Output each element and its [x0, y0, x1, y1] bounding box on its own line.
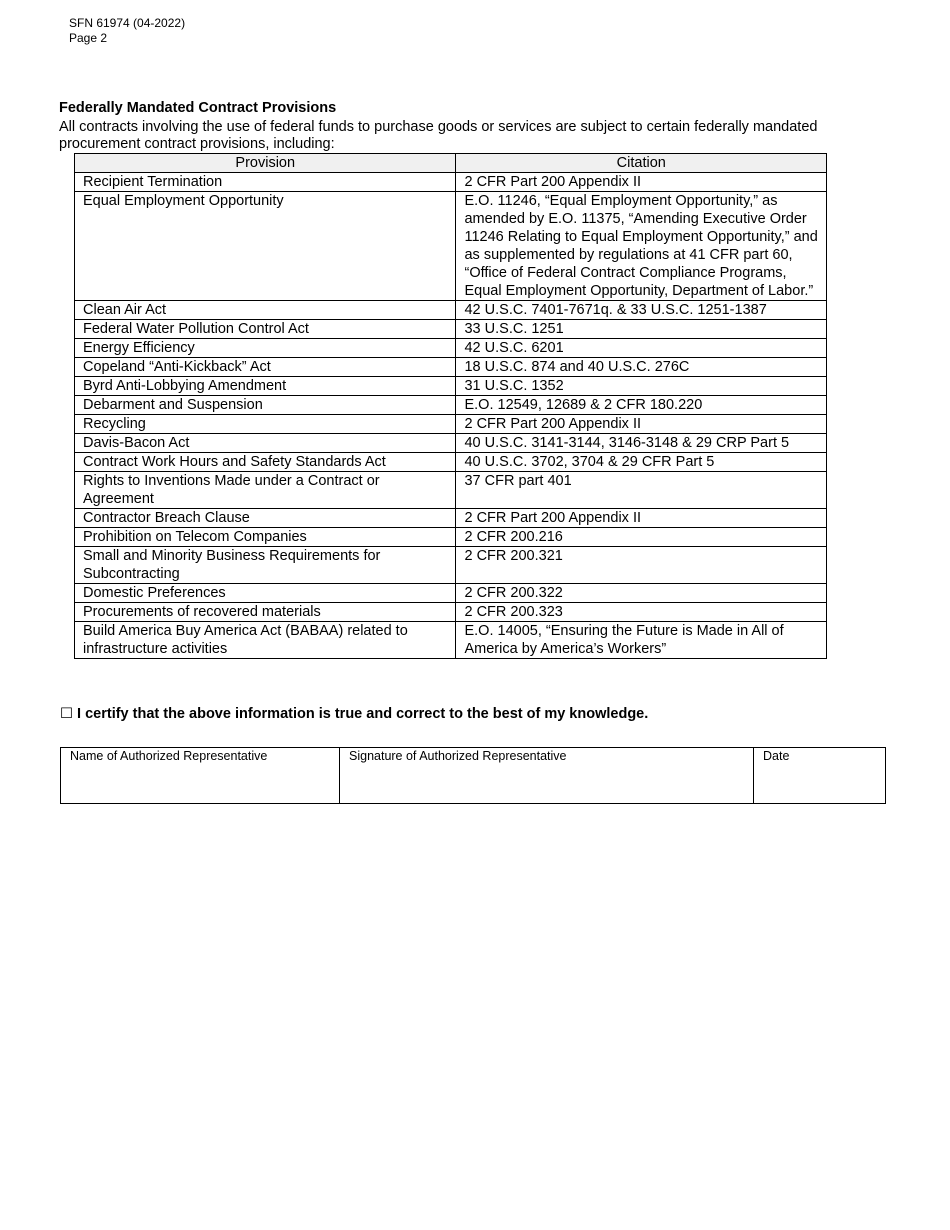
provision-cell: Recycling — [75, 415, 456, 434]
provision-cell: Rights to Inventions Made under a Contract or Agreement — [75, 472, 456, 509]
column-header-provision: Provision — [75, 154, 456, 173]
form-number: SFN 61974 (04-2022) — [69, 16, 186, 30]
provision-cell: Clean Air Act — [75, 301, 456, 320]
citation-cell: 2 CFR Part 200 Appendix II — [456, 415, 827, 434]
citation-cell: 42 U.S.C. 6201 — [456, 339, 827, 358]
provision-cell: Byrd Anti-Lobbying Amendment — [75, 377, 456, 396]
provisions-header-row — [75, 154, 827, 173]
table-row — [75, 377, 827, 396]
table-row — [75, 622, 827, 659]
provision-cell: Contractor Breach Clause — [75, 509, 456, 528]
citation-cell: 37 CFR part 401 — [456, 472, 827, 509]
citation-cell: E.O. 12549, 12689 & 2 CFR 180.220 — [456, 396, 827, 415]
table-row — [75, 434, 827, 453]
form-identifier — [69, 16, 185, 46]
date-field[interactable] — [754, 748, 886, 804]
page-number: Page 2 — [69, 31, 108, 45]
provision-cell: Davis-Bacon Act — [75, 434, 456, 453]
provision-cell: Contract Work Hours and Safety Standards Act — [75, 453, 456, 472]
date-label: Date — [763, 749, 790, 763]
provision-cell: Copeland “Anti-Kickback” Act — [75, 358, 456, 377]
table-row — [75, 173, 827, 192]
name-field[interactable] — [61, 748, 340, 804]
citation-cell: 2 CFR Part 200 Appendix II — [456, 173, 827, 192]
certification-text: I certify that the above information is true and correct to the best of my knowledge. — [77, 706, 649, 722]
citation-cell: 42 U.S.C. 7401-7671q. & 33 U.S.C. 1251-1387 — [456, 301, 827, 320]
table-row — [75, 472, 827, 509]
provision-cell: Equal Employment Opportunity — [75, 192, 456, 301]
citation-cell: 2 CFR Part 200 Appendix II — [456, 509, 827, 528]
provision-cell: Recipient Termination — [75, 173, 456, 192]
citation-cell: 2 CFR 200.216 — [456, 528, 827, 547]
section-intro: All contracts involving the use of federal funds to purchase goods or services are subject to certain federally mandated procurement contract provisions, including: — [59, 119, 818, 152]
certification-statement — [60, 705, 648, 723]
signature-field[interactable] — [340, 748, 754, 804]
table-row — [75, 603, 827, 622]
citation-cell: E.O. 14005, “Ensuring the Future is Made in All of America by America’s Workers” — [456, 622, 827, 659]
provision-cell: Energy Efficiency — [75, 339, 456, 358]
provision-cell: Federal Water Pollution Control Act — [75, 320, 456, 339]
name-label: Name of Authorized Representative — [70, 749, 268, 763]
section-title: Federally Mandated Contract Provisions — [59, 100, 337, 116]
table-row — [75, 415, 827, 434]
table-row — [75, 453, 827, 472]
table-row — [75, 301, 827, 320]
citation-cell: 40 U.S.C. 3702, 3704 & 29 CFR Part 5 — [456, 453, 827, 472]
table-row — [75, 339, 827, 358]
citation-cell: 33 U.S.C. 1251 — [456, 320, 827, 339]
column-header-citation: Citation — [456, 154, 827, 173]
citation-cell: E.O. 11246, “Equal Employment Opportunity,” as amended by E.O. 11375, “Amending Executive Order 11246 Relating to Equal Employment Opportunity,” and as supplemented by regulations at 41 CFR part 60, “Office of Federal Contract Compliance Programs, Equal Employment Opportunity, Department of Labor.” — [456, 192, 827, 301]
table-row — [75, 396, 827, 415]
table-row — [75, 320, 827, 339]
provision-cell: Prohibition on Telecom Companies — [75, 528, 456, 547]
table-row — [75, 528, 827, 547]
signature-label: Signature of Authorized Representative — [349, 749, 567, 763]
provision-cell: Small and Minority Business Requirements for Subcontracting — [75, 547, 456, 584]
table-row — [75, 358, 827, 377]
citation-cell: 2 CFR 200.321 — [456, 547, 827, 584]
table-row — [75, 584, 827, 603]
citation-cell: 2 CFR 200.323 — [456, 603, 827, 622]
citation-cell: 40 U.S.C. 3141-3144, 3146-3148 & 29 CRP Part 5 — [456, 434, 827, 453]
citation-cell: 18 U.S.C. 874 and 40 U.S.C. 276C — [456, 358, 827, 377]
certify-checkbox[interactable]: ☐ — [60, 706, 73, 722]
citation-cell: 2 CFR 200.322 — [456, 584, 827, 603]
table-row — [75, 192, 827, 301]
table-row — [75, 509, 827, 528]
provision-cell: Domestic Preferences — [75, 584, 456, 603]
provision-cell: Debarment and Suspension — [75, 396, 456, 415]
provision-cell: Build America Buy America Act (BABAA) related to infrastructure activities — [75, 622, 456, 659]
citation-cell: 31 U.S.C. 1352 — [456, 377, 827, 396]
signature-block — [60, 747, 886, 804]
provision-cell: Procurements of recovered materials — [75, 603, 456, 622]
provisions-table — [74, 153, 827, 659]
table-row — [75, 547, 827, 584]
